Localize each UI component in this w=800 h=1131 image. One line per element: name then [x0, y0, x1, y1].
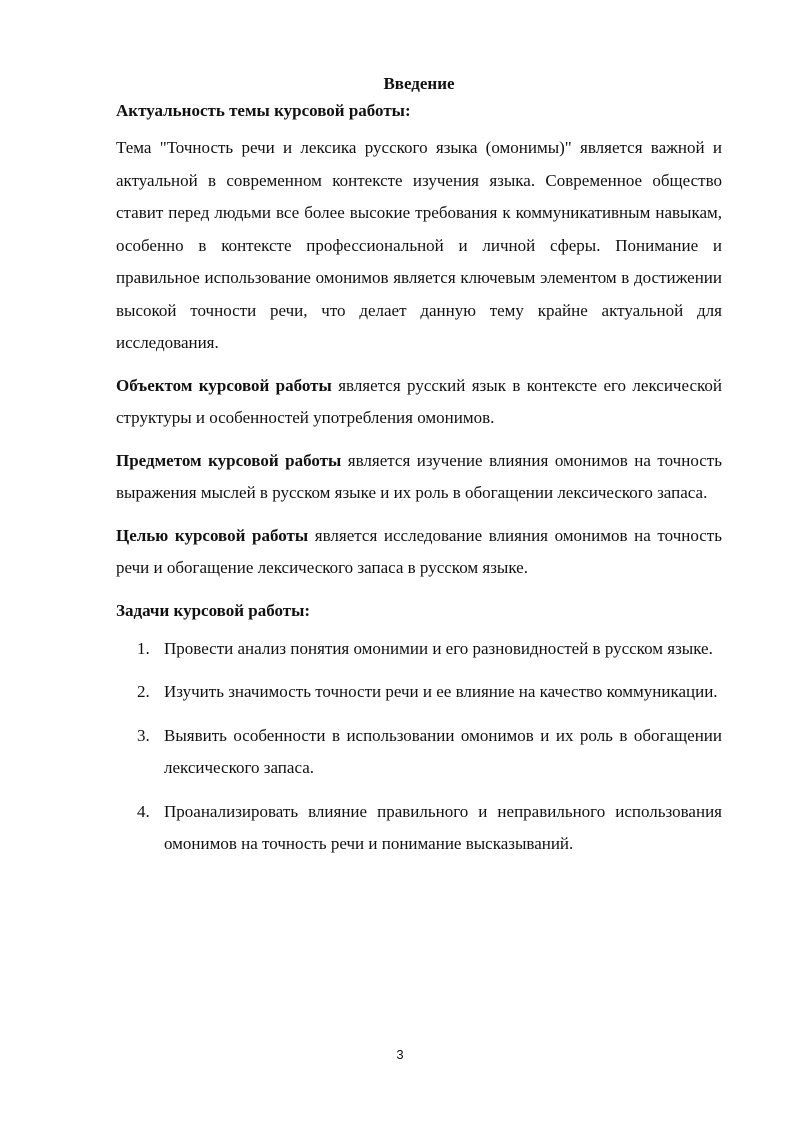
tasks-list — [116, 633, 722, 861]
object-label: Объектом курсовой работы — [116, 375, 332, 395]
page-number: 3 — [396, 1047, 404, 1062]
relevance-paragraph: Тема "Точность речи и лексика русского языка (омонимы)" является важной и актуальной в современном контексте изучения языка. Современное общество ставит перед людьми все более высокие требования к коммуникативным навыкам, особенно в контексте профессиональной и личной сферы. Понимание и правильное использование омонимов является ключевым элементом в достижении высокой точности речи, что делает данную тему крайне актуальной для исследования. — [116, 138, 722, 352]
subject-label: Предметом курсовой работы — [116, 450, 342, 470]
object-paragraph — [116, 370, 722, 435]
list-item-text: Провести анализ понятия омонимии и его разновидностей в русском языке. — [164, 638, 713, 658]
list-item-text: Выявить особенности в использовании омонимов и их роль в обогащении лексического запаса. — [164, 725, 722, 777]
object-text: является русский язык в контексте его лексической структуры и особенностей употребления омонимов. — [116, 375, 722, 427]
list-item — [116, 796, 722, 861]
goal-paragraph — [116, 520, 722, 585]
goal-text: является исследование влияния омонимов на точность речи и обогащение лексического запаса в русском языке. — [116, 525, 722, 577]
page-title: Введение — [383, 74, 455, 93]
list-item-text: Изучить значимость точности речи и ее влияние на качество коммуникации. — [164, 682, 718, 701]
list-item — [116, 633, 722, 666]
list-item-number: 2. — [137, 682, 150, 701]
list-item — [116, 720, 722, 785]
subject-paragraph — [116, 445, 722, 510]
list-item — [116, 676, 722, 709]
relevance-heading: Актуальность темы курсовой работы: — [116, 101, 411, 120]
subject-text: является изучение влияния омонимов на точность выражения мыслей в русском языке и их роль в обогащении лексического запаса. — [116, 450, 722, 502]
list-item-text: Проанализировать влияние правильного и неправильного использования омонимов на точность речи и понимание высказываний. — [164, 801, 722, 853]
list-item-number: 4. — [137, 801, 150, 821]
list-item-number: 1. — [137, 638, 150, 658]
tasks-heading: Задачи курсовой работы: — [116, 600, 311, 620]
goal-label: Целью курсовой работы — [116, 525, 309, 545]
list-item-number: 3. — [137, 725, 150, 745]
